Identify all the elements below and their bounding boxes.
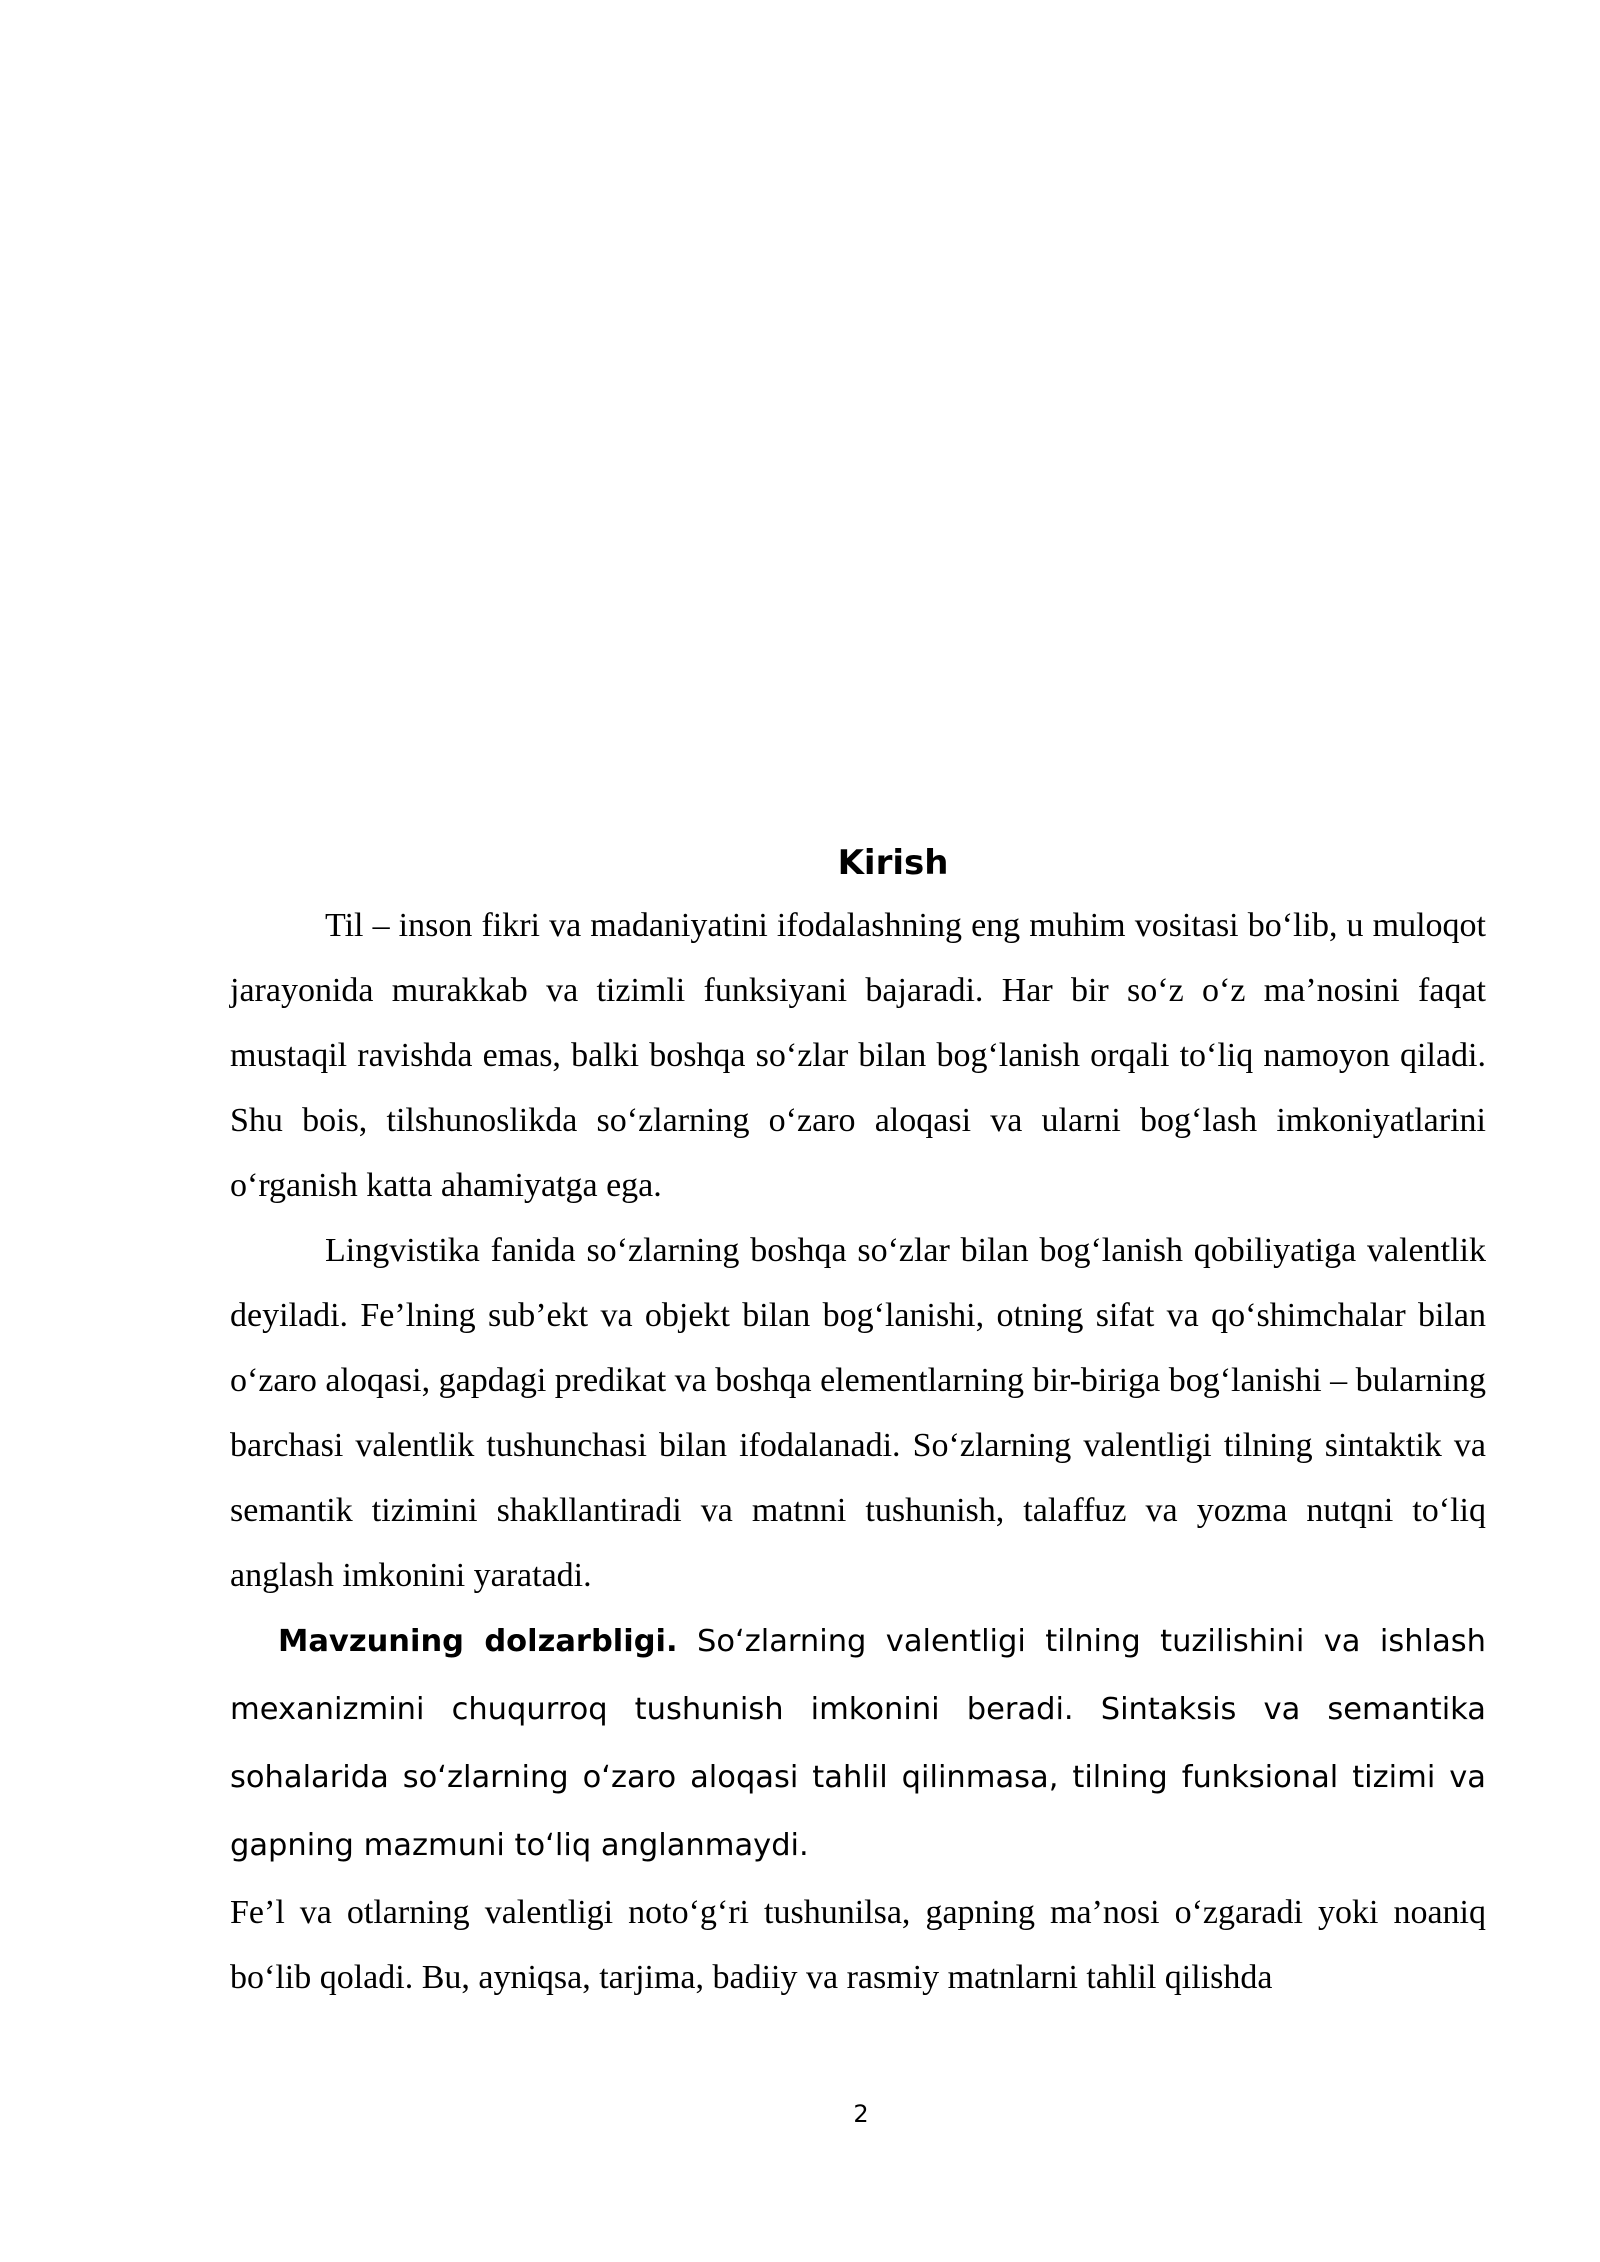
page-body: [230, 833, 1486, 2010]
paragraph-final: Fe’l va otlarning valentligi noto‘g‘ri tushunilsa, gapning ma’nosi o‘zgaradi yoki noaniq bo‘lib qoladi. Bu, ayniqsa, tarjima, badiiy va rasmiy matnlarni tahlil qilishda: [230, 1894, 1486, 1996]
page-number: 2: [853, 2100, 869, 2128]
relevance-text: So‘zlarning valentligi tilning tuzilishini va ishlash mexanizmini chuqurroq tushunish imkonini beradi. Sintaksis va semantika sohalarida so‘zlarning o‘zaro aloqasi tahlil qilinmasa, tilning funksional tizimi va gapning mazmuni to‘liq anglanmaydi.: [230, 1624, 1486, 1863]
relevance-lead: Mavzuning dolzarbligi.: [278, 1624, 678, 1659]
paragraph-valency: Lingvistika fanida so‘zlarning boshqa so‘zlar bilan bog‘lanish qobiliyatiga valentlik deyiladi. Fe’lning sub’ekt va objekt bilan bog‘lanishi, otning sifat va qo‘shimchalar bilan o‘zaro aloqasi, gapdagi predikat va boshqa elementlarning bir-biriga bog‘lanishi – bularning barchasi valentlik tushunchasi bilan ifodalanadi. So‘zlarning valentligi tilning sintaktik va semantik tizimini shakllantiradi va matnni tushunish, talaffuz va yozma nutqni to‘liq anglash imkonini yaratadi.: [230, 1232, 1486, 1594]
paragraph-relevance: [230, 1608, 1486, 1880]
section-heading: Kirish: [837, 843, 949, 883]
paragraph-intro: Til – inson fikri va madaniyatini ifodalashning eng muhim vositasi bo‘lib, u muloqot jarayonida murakkab va tizimli funksiyani bajaradi. Har bir so‘z o‘z ma’nosini faqat mustaqil ravishda emas, balki boshqa so‘zlar bilan bog‘lanish orqali to‘liq namoyon qiladi. Shu bois, tilshunoslikda so‘zlarning o‘zaro aloqasi va ularni bog‘lash imkoniyatlarini o‘rganish katta ahamiyatga ega.: [230, 907, 1486, 1204]
